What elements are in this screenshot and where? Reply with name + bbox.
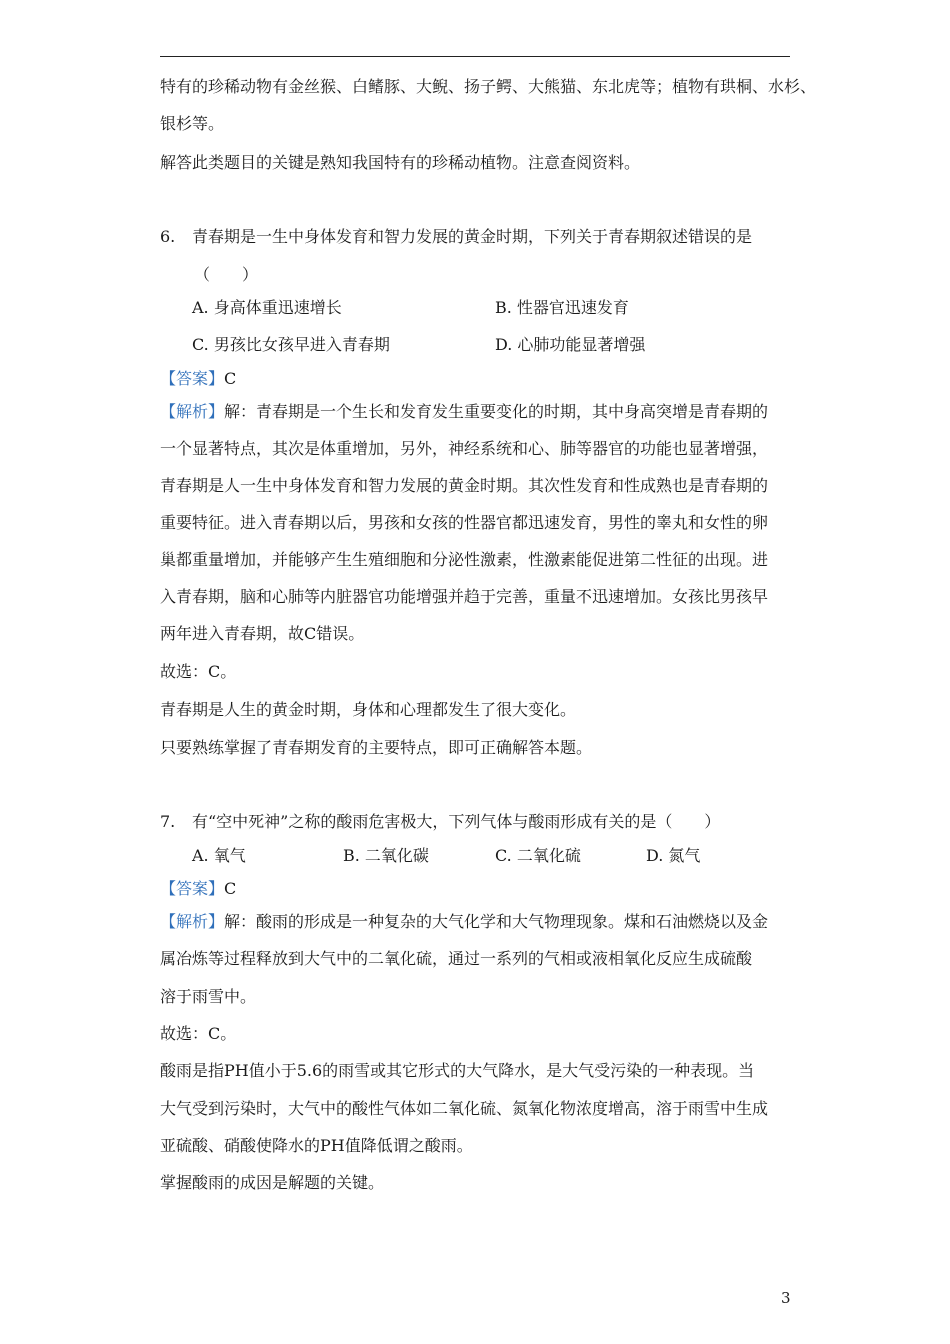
- q7-note: 酸雨是指PH值小于5.6的雨雪或其它形式的大气降水，是大气受污染的一种表现。当: [160, 1061, 755, 1080]
- intro-line: 特有的珍稀动物有金丝猴、白鳍豚、大鲵、扬子鳄、大熊猫、东北虎等；植物有珙桐、水杉、: [160, 77, 817, 96]
- q7-option-c: C. 二氧化硫: [495, 846, 581, 865]
- q7-analysis-line: 属冶炼等过程释放到大气中的二氧化硫，通过一系列的气相或液相氧化反应生成硫酸: [160, 949, 753, 968]
- q7-number: 7.: [160, 812, 176, 831]
- q6-analysis-line: 两年进入青春期，故C错误。: [160, 624, 365, 643]
- q6-analysis-line: [160, 402, 768, 422]
- q7-answer: [160, 879, 236, 899]
- q6-stem: 青春期是一生中身体发育和智力发展的黄金时期，下列关于青春期叙述错误的是: [192, 227, 753, 246]
- q7-analysis-line: 溶于雨雪中。: [160, 987, 257, 1006]
- analysis-label: 【解析】: [160, 912, 225, 931]
- q6-analysis-line: 青春期是人一生中身体发育和智力发展的黄金时期。其次性发育和性成熟也是青春期的: [160, 476, 769, 495]
- q7-option-d: D. 氮气: [646, 846, 701, 865]
- analysis-text: 解：青春期是一个生长和发育发生重要变化的时期，其中身高突增是青春期的: [224, 402, 769, 421]
- page-number: 3: [781, 1289, 791, 1307]
- answer-value: C: [224, 879, 237, 898]
- q7-note: 掌握酸雨的成因是解题的关键。: [160, 1173, 385, 1192]
- q7-note: 大气受到污染时，大气中的酸性气体如二氧化硫、氮氧化物浓度增高，溶于雨雪中生成: [160, 1099, 769, 1118]
- q6-option-c: C. 男孩比女孩早进入青春期: [192, 335, 390, 354]
- header-rule: [160, 56, 790, 57]
- answer-label: 【答案】: [160, 879, 225, 898]
- q6-note: 青春期是人生的黄金时期，身体和心理都发生了很大变化。: [160, 700, 577, 719]
- answer-label: 【答案】: [160, 369, 225, 388]
- q6-paren: （ ）: [194, 265, 259, 284]
- q6-analysis-line: 入青春期，脑和心肺等内脏器官功能增强并趋于完善，重量不迅速增加。女孩比男孩早: [160, 587, 769, 606]
- q6-option-b: B. 性器官迅速发育: [495, 298, 629, 317]
- q7-stem: 有“空中死神”之称的酸雨危害极大，下列气体与酸雨形成有关的是（ ）: [192, 812, 721, 831]
- analysis-text: 解：酸雨的形成是一种复杂的大气化学和大气物理现象。煤和石油燃烧以及金: [224, 912, 769, 931]
- q6-analysis-line: 重要特征。进入青春期以后，男孩和女孩的性器官都迅速发育，男性的睾丸和女性的卵: [160, 513, 769, 532]
- intro-line: 解答此类题目的关键是熟知我国特有的珍稀动植物。注意查阅资料。: [160, 153, 641, 172]
- q6-option-a: A. 身高体重迅速增长: [192, 298, 342, 317]
- q6-analysis-line: 巢都重量增加，并能够产生生殖细胞和分泌性激素，性激素能促进第二性征的出现。进: [160, 550, 769, 569]
- q6-note: 只要熟练掌握了青春期发育的主要特点，即可正确解答本题。: [160, 738, 593, 757]
- intro-line: 银杉等。: [160, 114, 225, 133]
- q7-note: 亚硫酸、硝酸使降水的PH值降低谓之酸雨。: [160, 1136, 473, 1155]
- q6-choice: 故选：C。: [160, 662, 237, 681]
- q7-analysis-line: [160, 912, 768, 932]
- q6-option-d: D. 心肺功能显著增强: [495, 335, 646, 354]
- q6-analysis-line: 一个显著特点，其次是体重增加，另外，神经系统和心、肺等器官的功能也显著增强，: [160, 439, 769, 458]
- q6-number: 6.: [160, 227, 176, 246]
- q6-answer: [160, 369, 236, 389]
- answer-value: C: [224, 369, 237, 388]
- q7-option-a: A. 氧气: [192, 846, 246, 865]
- q7-option-b: B. 二氧化碳: [343, 846, 429, 865]
- analysis-label: 【解析】: [160, 402, 225, 421]
- q7-choice: 故选：C。: [160, 1024, 237, 1043]
